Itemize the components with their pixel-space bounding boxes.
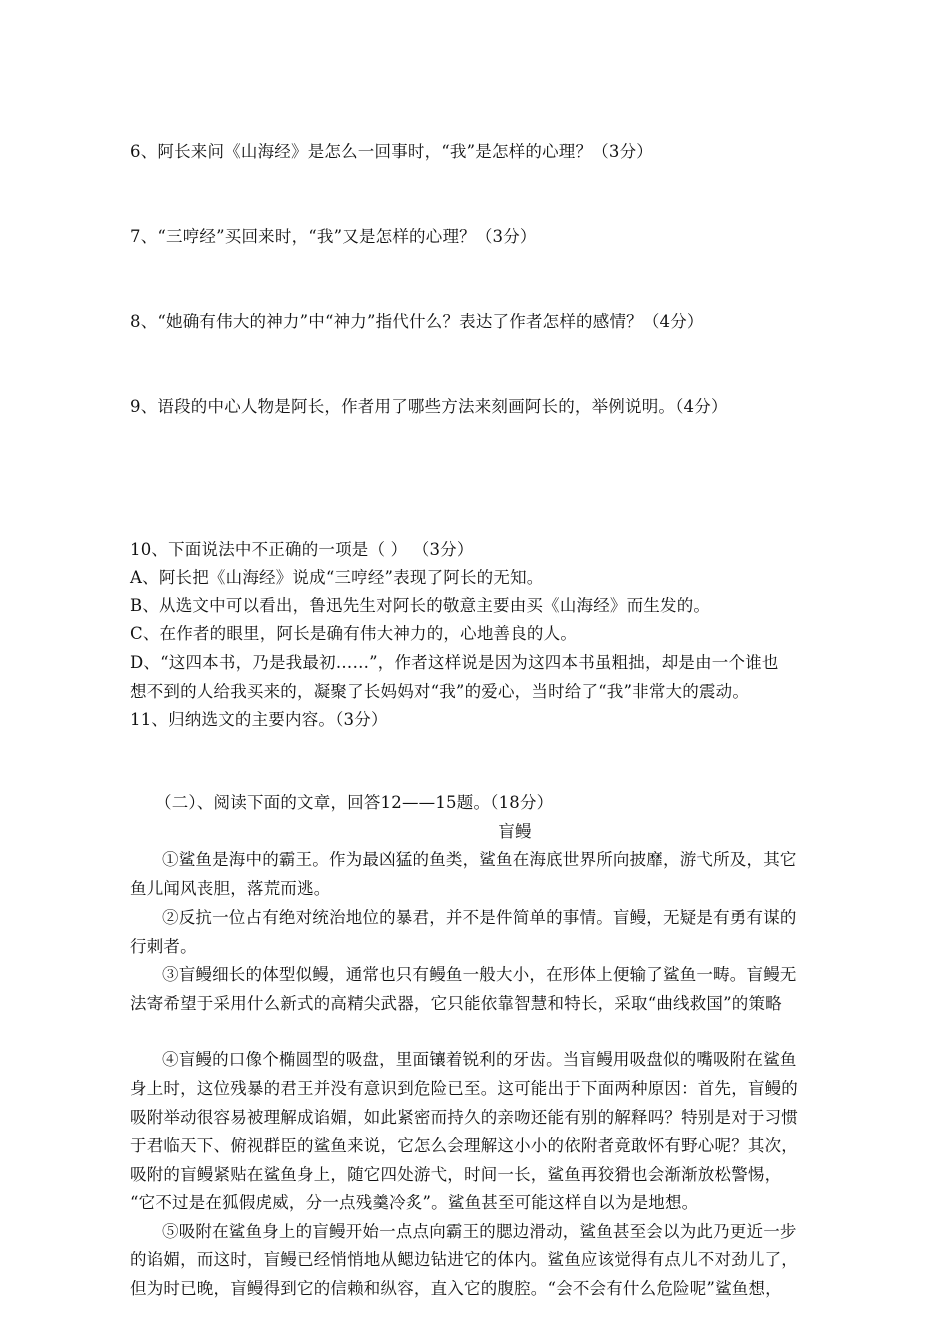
article-line: 鱼儿闻风丧胆，落荒而逃。 [130, 879, 331, 898]
question-6: 6、阿长来问《山海经》是怎么一回事时，“我”是怎样的心理？（3分） [130, 142, 653, 161]
option-a: A、阿长把《山海经》说成“三哼经”表现了阿长的无知。 [130, 568, 544, 587]
article-line: 但为时已晚，盲鳗得到它的信赖和纵容，直入它的腹腔。“会不会有什么危险呢”鲨鱼想， [130, 1279, 782, 1298]
article-line: 于君临天下、俯视群臣的鲨鱼来说，它怎么会理解这小小的依附者竟敢怀有野心呢？其次， [130, 1136, 798, 1155]
option-c: C、在作者的眼里，阿长是确有伟大神力的，心地善良的人。 [130, 624, 578, 643]
article-line: ②反抗一位占有绝对统治地位的暴君，并不是件简单的事情。盲鳗，无疑是有勇有谋的 [162, 908, 797, 927]
option-b: B、从选文中可以看出，鲁迅先生对阿长的敬意主要由买《山海经》而生发的。 [130, 596, 711, 615]
article-line: ③盲鳗细长的体型似鳗，通常也只有鳗鱼一般大小，在形体上便输了鲨鱼一畴。盲鳗无 [162, 965, 797, 984]
article-line: 身上时，这位残暴的君王并没有意识到危险已至。这可能出于下面两种原因：首先，盲鳗的 [130, 1079, 798, 1098]
question-7: 7、“三哼经”买回来时，“我”又是怎样的心理？（3分） [130, 227, 537, 246]
question-9: 9、语段的中心人物是阿长，作者用了哪些方法来刻画阿长的，举例说明。（4分） [130, 397, 728, 416]
question-8: 8、“她确有伟大的神力”中“神力”指代什么？表达了作者怎样的感情？（4分） [130, 312, 704, 331]
article-line: “它不过是在狐假虎威，分一点残羹冷炙”。鲨鱼甚至可能这样自以为是地想。 [130, 1193, 699, 1212]
option-d-line-2: 想不到的人给我买来的，凝聚了长妈妈对“我”的爱心，当时给了“我”非常大的震动。 [130, 682, 750, 701]
article-line: ⑤吸附在鲨鱼身上的盲鳗开始一点点向霸王的腮边滑动，鲨鱼甚至会以为此乃更近一步 [162, 1222, 797, 1241]
article-title: 盲鳗 [498, 822, 532, 841]
option-d-line-1: D、“这四本书，乃是我最初……”，作者这样说是因为这四本书虽粗拙，却是由一个谁也 [130, 653, 779, 672]
article-line: 法寄希望于采用什么新式的高精尖武器，它只能依靠智慧和特长，采取“曲线救国”的策略 [130, 994, 782, 1013]
article-line: 吸附举动很容易被理解成谄媚，如此紧密而持久的亲吻还能有别的解释吗？特别是对于习惯 [130, 1108, 798, 1127]
article-line: 的谄媚，而这时，盲鳗已经悄悄地从鳃边钻进它的体内。鲨鱼应该觉得有点儿不对劲儿了， [130, 1250, 798, 1269]
section-heading: （二）、阅读下面的文章，回答12——15题。（18分） [155, 793, 554, 812]
question-11: 11、归纳选文的主要内容。（3分） [130, 710, 388, 729]
question-10: 10、下面说法中不正确的一项是（ ） （3分） [130, 540, 474, 559]
article-line: 行刺者。 [130, 937, 197, 956]
article-line: ①鲨鱼是海中的霸王。作为最凶猛的鱼类，鲨鱼在海底世界所向披靡，游弋所及，其它 [162, 850, 797, 869]
article-line: 吸附的盲鳗紧贴在鲨鱼身上，随它四处游弋，时间一长，鲨鱼再狡猾也会渐渐放松警惕， [130, 1165, 782, 1184]
article-line: ④盲鳗的口像个椭圆型的吸盘，里面镶着锐利的牙齿。当盲鳗用吸盘似的嘴吸附在鲨鱼 [162, 1050, 797, 1069]
